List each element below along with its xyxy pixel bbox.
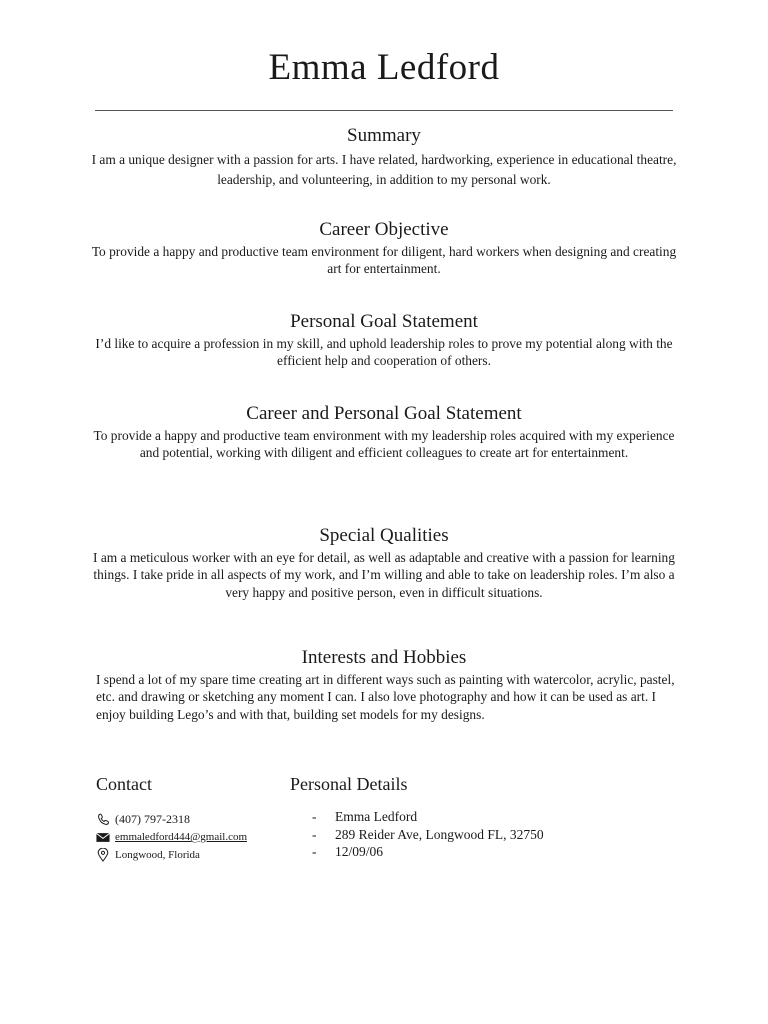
personal-detail-name: Emma Ledford [335,809,418,824]
personal-detail-birthdate: 12/09/06 [335,844,384,859]
section-title: Career Objective [319,219,449,240]
location-text: Longwood, Florida [115,849,200,861]
envelope-icon [96,832,110,843]
section-title: Personal Goal Statement [290,311,478,332]
email-link[interactable]: emmaledford444@gmail.com [115,831,248,843]
section-title: Career and Personal Goal Statement [246,403,522,424]
personal-details-title: Personal Details [290,774,408,794]
contact-email [96,828,286,846]
section-body: I’d like to acquire a profession in my skill, and uphold leadership roles to prove my potential along with the efficient help and cooperation of others. [95,336,673,369]
contact-block [96,774,286,864]
section-body: To provide a happy and productive team environment with my leadership roles acquired with my experience and potential, working with diligent and efficient colleagues to create art for entertainment. [93,428,675,461]
resume-name: Emma Ledford [268,47,500,88]
section-interests-hobbies [90,647,678,723]
personal-detail-address: 289 Reider Ave, Longwood FL, 32750 [335,826,544,842]
bullet-dash: - [312,826,317,842]
section-body: I am a meticulous worker with an eye for detail, as well as adaptable and creative with a passion for learning things. I take pride in all aspects of my work, and I’m willing and able to take on leadership roles. I’m also a very happy and positive person, even in difficult situations. [93,550,675,600]
section-title: Special Qualities [319,525,449,546]
section-personal-goal [90,311,678,370]
section-special-qualities [90,525,678,601]
contact-location [96,846,286,864]
map-pin-icon [96,848,110,862]
contact-title: Contact [96,774,152,794]
list-item [290,843,650,861]
bullet-dash: - [312,809,317,824]
list-item [290,808,650,826]
section-body: To provide a happy and productive team environment for diligent, hard workers when designing and creating art for entertainment. [91,244,677,277]
personal-details-block [290,774,650,861]
phone-icon [96,813,110,826]
phone-number: (407) 797-2318 [115,812,190,826]
section-body: I spend a lot of my spare time creating art in different ways such as painting with watercolor, acrylic, pastel, etc. and drawing or sketching any moment I can. I also love photography and how it can be used as art. I enjoy building Lego’s and with that, building set models for my designs. [96,672,675,722]
bullet-dash: - [312,844,317,859]
section-title: Summary [347,125,421,146]
section-career-objective [90,219,678,278]
section-career-personal-goal [90,403,678,462]
contact-phone [96,810,286,828]
list-item [290,826,650,844]
section-title: Interests and Hobbies [301,647,467,668]
header-divider [95,110,673,111]
section-summary [90,125,678,190]
section-body: I am a unique designer with a passion for arts. I have related, hardworking, experience in educational theatre, leadership, and volunteering, in addition to my personal work. [91,152,677,187]
